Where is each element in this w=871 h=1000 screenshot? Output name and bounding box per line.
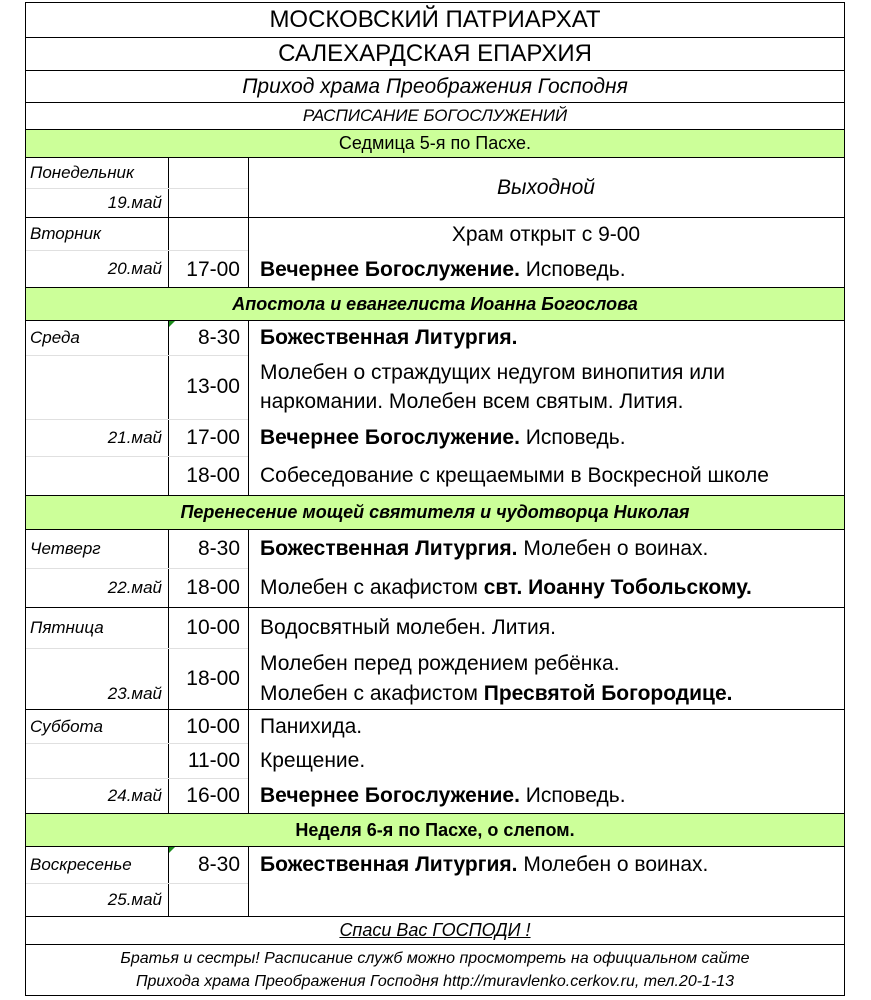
header-line3: Приход храма Преображения Господня	[242, 74, 628, 98]
service-detail: Молебен с акафистом	[260, 682, 484, 705]
day-name: Воскресенье	[30, 855, 132, 874]
day-block-monday	[25, 158, 845, 218]
footer-info-line1: Братья и сестры! Расписание служб можно просмотреть на официальном сайте	[120, 950, 750, 967]
day-date: 20.май	[107, 259, 162, 278]
service-detail: Молебен о воинах.	[517, 537, 709, 560]
service-time: 17-00	[186, 258, 240, 281]
band-week5	[25, 130, 845, 158]
day-block-friday	[25, 608, 845, 710]
service-time: 11-00	[187, 748, 240, 772]
day-block-wednesday	[25, 321, 845, 496]
day-date: 21.май	[107, 427, 162, 447]
service-detail: Молебен перед рождением ребёнка.	[260, 652, 620, 675]
service-entry: Собеседование с крещаемыми в Воскресной школе	[260, 464, 769, 487]
day-block-tuesday	[25, 218, 845, 288]
service-time: 8-30	[197, 853, 240, 876]
day-block-saturday	[25, 710, 845, 814]
service-time: 18-00	[186, 576, 240, 599]
band-nicholas-label: Перенесение мощей святителя и чудотворца Николая	[180, 502, 690, 522]
band-week5-label: Седмица 5-я по Пасхе.	[338, 133, 532, 153]
service-title: Божественная Литургия.	[260, 537, 518, 560]
service-detail: Молебен с акафистом	[260, 576, 484, 599]
service-entry	[248, 530, 844, 568]
header-line2: САЛЕХАРДСКАЯ ЕПАРХИЯ	[278, 40, 592, 67]
header-line4: РАСПИСАНИЕ БОГОСЛУЖЕНИЙ	[302, 106, 568, 125]
band-nicholas	[25, 496, 845, 530]
church-open-note: Храм открыт с 9-00	[451, 223, 641, 246]
service-entry	[248, 252, 844, 288]
day-date: 23.май	[107, 684, 162, 703]
service-detail: Исповедь.	[519, 784, 626, 807]
service-entry	[248, 847, 844, 883]
day-date: 25.май	[107, 890, 162, 909]
header-schedule-title	[25, 103, 845, 130]
day-name: Вторник	[30, 224, 102, 243]
service-time: 8-30	[197, 326, 240, 349]
footer-blessing	[25, 917, 845, 945]
service-detail: Исповедь.	[519, 258, 626, 281]
band-week6	[25, 814, 845, 847]
schedule-sheet	[25, 2, 845, 996]
service-time: 10-00	[186, 714, 240, 738]
service-title: Пресвятой Богородице.	[483, 682, 733, 705]
header-line1: МОСКОВСКИЙ ПАТРИАРХАТ	[269, 6, 601, 33]
service-title: Божественная Литургия.	[260, 326, 518, 349]
day-name: Суббота	[30, 716, 103, 736]
service-detail: Исповедь.	[519, 425, 626, 449]
service-entry	[248, 778, 844, 814]
day-block-thursday	[25, 530, 845, 608]
day-date: 24.май	[107, 786, 162, 805]
service-entry	[248, 321, 844, 355]
service-title: Божественная Литургия.	[260, 853, 518, 876]
band-week6-label: Неделя 6-я по Пасхе, о слепом.	[295, 819, 575, 840]
service-time: 16-00	[186, 784, 240, 807]
service-entry: Панихида.	[260, 714, 363, 738]
day-name: Четверг	[30, 539, 101, 558]
service-title: Вечернее Богослужение.	[260, 258, 520, 281]
service-entry	[248, 419, 844, 456]
service-entry: Крещение.	[260, 748, 366, 772]
day-name: Пятница	[30, 618, 104, 637]
band-apostle-label: Апостола и евангелиста Иоанна Богослова	[232, 293, 638, 314]
service-entry	[248, 568, 844, 608]
service-entry: Водосвятный молебен. Лития.	[260, 616, 556, 639]
day-date: 19.май	[107, 193, 162, 212]
service-title: свт. Иоанну Тобольскому.	[483, 576, 752, 599]
service-entry: Молебен о страждущих недугом винопития или наркомании. Молебен всем святым. Лития.	[260, 361, 725, 413]
header-patriarchate	[25, 2, 845, 38]
footer-info-line2: Прихода храма Преображения Господня http://muravlenko.cerkov.ru, тел.20-1-13	[135, 973, 735, 990]
blessing-text: Спаси Вас ГОСПОДИ !	[339, 920, 531, 940]
service-time: 8-30	[197, 537, 240, 560]
footer-info	[25, 945, 845, 996]
service-entry	[248, 648, 844, 710]
day-date: 22.май	[107, 578, 162, 597]
service-time: 18-00	[186, 464, 240, 487]
day-name: Понедельник	[30, 163, 135, 182]
service-title: Вечернее Богослужение.	[260, 784, 520, 807]
service-time: 10-00	[186, 616, 240, 639]
day-block-sunday	[25, 847, 845, 917]
header-eparchy	[25, 38, 845, 71]
service-detail: Молебен о воинах.	[517, 853, 709, 876]
service-title: Вечернее Богослужение.	[260, 425, 520, 449]
service-time: 18-00	[186, 667, 240, 690]
day-off-note: Выходной	[497, 176, 595, 199]
day-name: Среда	[30, 328, 80, 347]
band-apostle	[25, 288, 845, 321]
service-time: 17-00	[186, 425, 240, 449]
header-parish	[25, 71, 845, 103]
service-time: 13-00	[186, 375, 240, 398]
